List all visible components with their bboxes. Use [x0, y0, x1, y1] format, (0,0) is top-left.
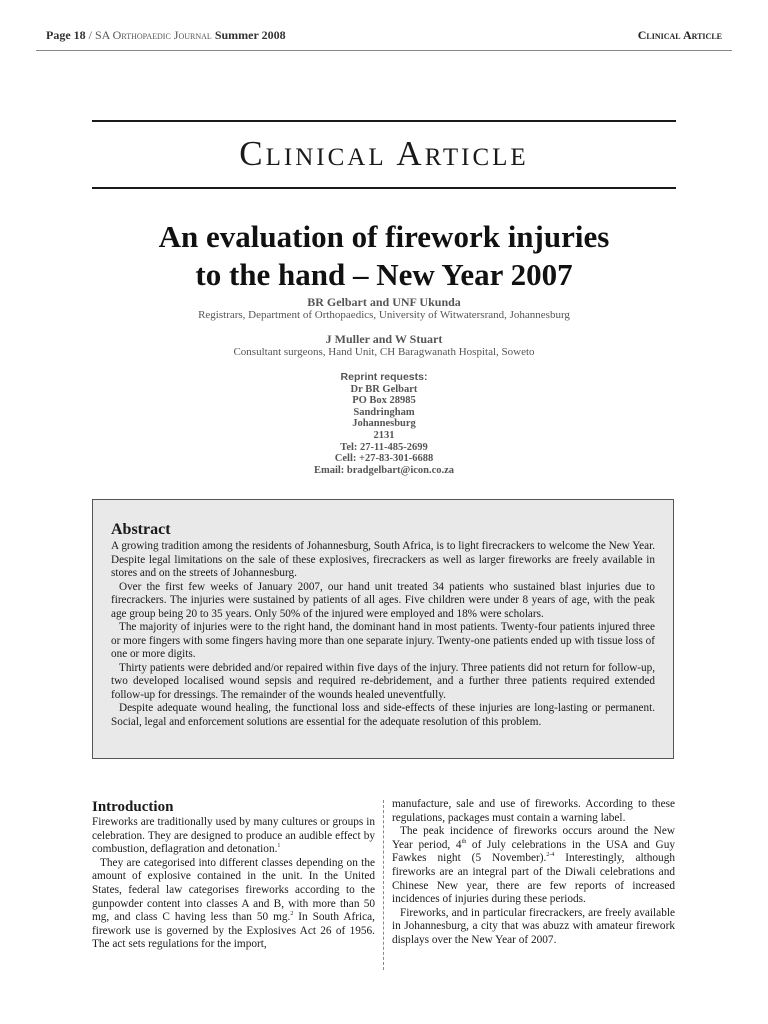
author-names-1: BR Gelbart and UNF Ukunda [307, 295, 461, 309]
running-head-separator: / [88, 28, 92, 42]
abstract-paragraph: The majority of injuries were to the right hand, the dominant hand in most patients. Twenty-four patients injured three or more fingers with some fingers having more than one separate injury. Twenty-one patients ended up with tissue loss of one or more digits. [111, 621, 655, 660]
body-paragraph: Fireworks, and in particular firecrackers, are freely available in Johannesburg, a city that was abuzz with amateur firework displays over the New Year of 2007. [392, 906, 675, 946]
citation-ref: 2 [290, 911, 294, 918]
abstract-paragraph: Over the first few weeks of January 2007, our hand unit treated 34 patients who sustained blast injuries due to firecrackers. The injuries were sustained by patients of all ages. Five children were under 8 years of age, with the peak age group being 20 to 35 years. Only 50% of the injured were employed and 18% were scholars. [111, 580, 655, 620]
body-paragraph: Fireworks are traditionally used by many cultures or groups in celebration. They are designed to produce an audible effect by combustion, deflagration and detonation.$^1$ [92, 816, 375, 856]
body-paragraph: manufacture, sale and use of fireworks. According to these regulations, packages must contain a warning label. [392, 798, 675, 824]
author-affiliation-1: Registrars, Department of Orthopaedics, University of Witwatersrand, Johannesburg [198, 309, 570, 321]
column-divider [383, 800, 384, 970]
abstract-paragraph: Despite adequate wound healing, the functional loss and side-effects of these injuries are long-lasting or permanent. Social, legal and enforcement solutions are essential for the adequate resolution of this problem. [111, 702, 655, 728]
journal-issue: Summer 2008 [214, 28, 286, 42]
reprint-line: Johannesburg [352, 418, 416, 430]
article-title-line-2: to the hand – New Year 2007 [195, 257, 573, 292]
journal-name: SA Orthopaedic Journal [95, 28, 212, 42]
article-title-line-1: An evaluation of firework injuries [158, 219, 610, 254]
header-rule [36, 50, 732, 51]
running-head-left [46, 28, 286, 43]
citation-ref: 2-4 [546, 852, 555, 859]
article-title [60, 218, 708, 294]
reprint-line: Sandringham [353, 406, 415, 418]
abstract-heading: Abstract [111, 521, 171, 538]
body-paragraph: The peak incidence of fireworks occurs around the New Year period, 4th of July celebrations in the USA and Guy Fawkes night (5 November).$^{2-4}$ Interestingly, although fireworks are an integral part of the Diwali celebrations and Chinese New year, there are few reports of increased incidences of injuries during these periods. [392, 825, 675, 906]
introduction-heading: Introduction [92, 799, 174, 815]
reprint-requests [200, 372, 568, 476]
page-number: Page 18 [46, 28, 86, 42]
reprint-cell: Cell: +27-83-301-6688 [334, 453, 434, 465]
body-paragraph: They are categorised into different classes depending on the amount of explosive contained in the unit. In the United States, federal law categorises fireworks according to the gunpowder content into classes A and B, with more than 50 mg, and class C having less than 50 mg.$^2$ In South Africa, firework use is governed by the Explosives Act 26 of 1956. The act sets regulations for the import, [92, 856, 375, 951]
body-column-left [92, 798, 375, 952]
reprint-line: 2131 [373, 429, 395, 441]
author-affiliation-2: Consultant surgeons, Hand Unit, CH Baragwanath Hospital, Soweto [233, 346, 535, 358]
author-names-2: J Muller and W Stuart [325, 332, 443, 346]
abstract-paragraph: A growing tradition among the residents of Johannesburg, South Africa, is to light firecrackers to welcome the New Year. Despite legal limitations on the sale of these explosives, firecrackers as well as larger fireworks are freely available in stores and on the streets of Johannesburg. [111, 540, 655, 579]
reprint-label: Reprint requests: [340, 371, 428, 383]
author-block [60, 296, 708, 359]
reprint-line: PO Box 28985 [352, 395, 416, 407]
reprint-tel: Tel: 27-11-485-2699 [340, 441, 428, 453]
abstract-box [92, 499, 674, 759]
reprint-email: Email: bradgelbart@icon.co.za [313, 464, 455, 476]
banner-rule-top [92, 120, 676, 122]
section-banner-title: Clinical Article [239, 134, 529, 173]
citation-ref: 1 [277, 843, 281, 850]
running-head-section: Clinical Article [637, 28, 722, 42]
abstract-paragraph: Thirty patients were debrided and/or repaired within five days of the injury. Three patients did not return for follow-up, two developed localised wound sepsis and required re-debridement, and a further three patients required extended follow-up for dressings. The remainder of the wounds healed uneventfully. [111, 661, 655, 701]
banner-rule-bottom [92, 187, 676, 189]
body-column-right [392, 798, 675, 948]
reprint-line: Dr BR Gelbart [350, 383, 418, 395]
running-head [46, 28, 722, 44]
